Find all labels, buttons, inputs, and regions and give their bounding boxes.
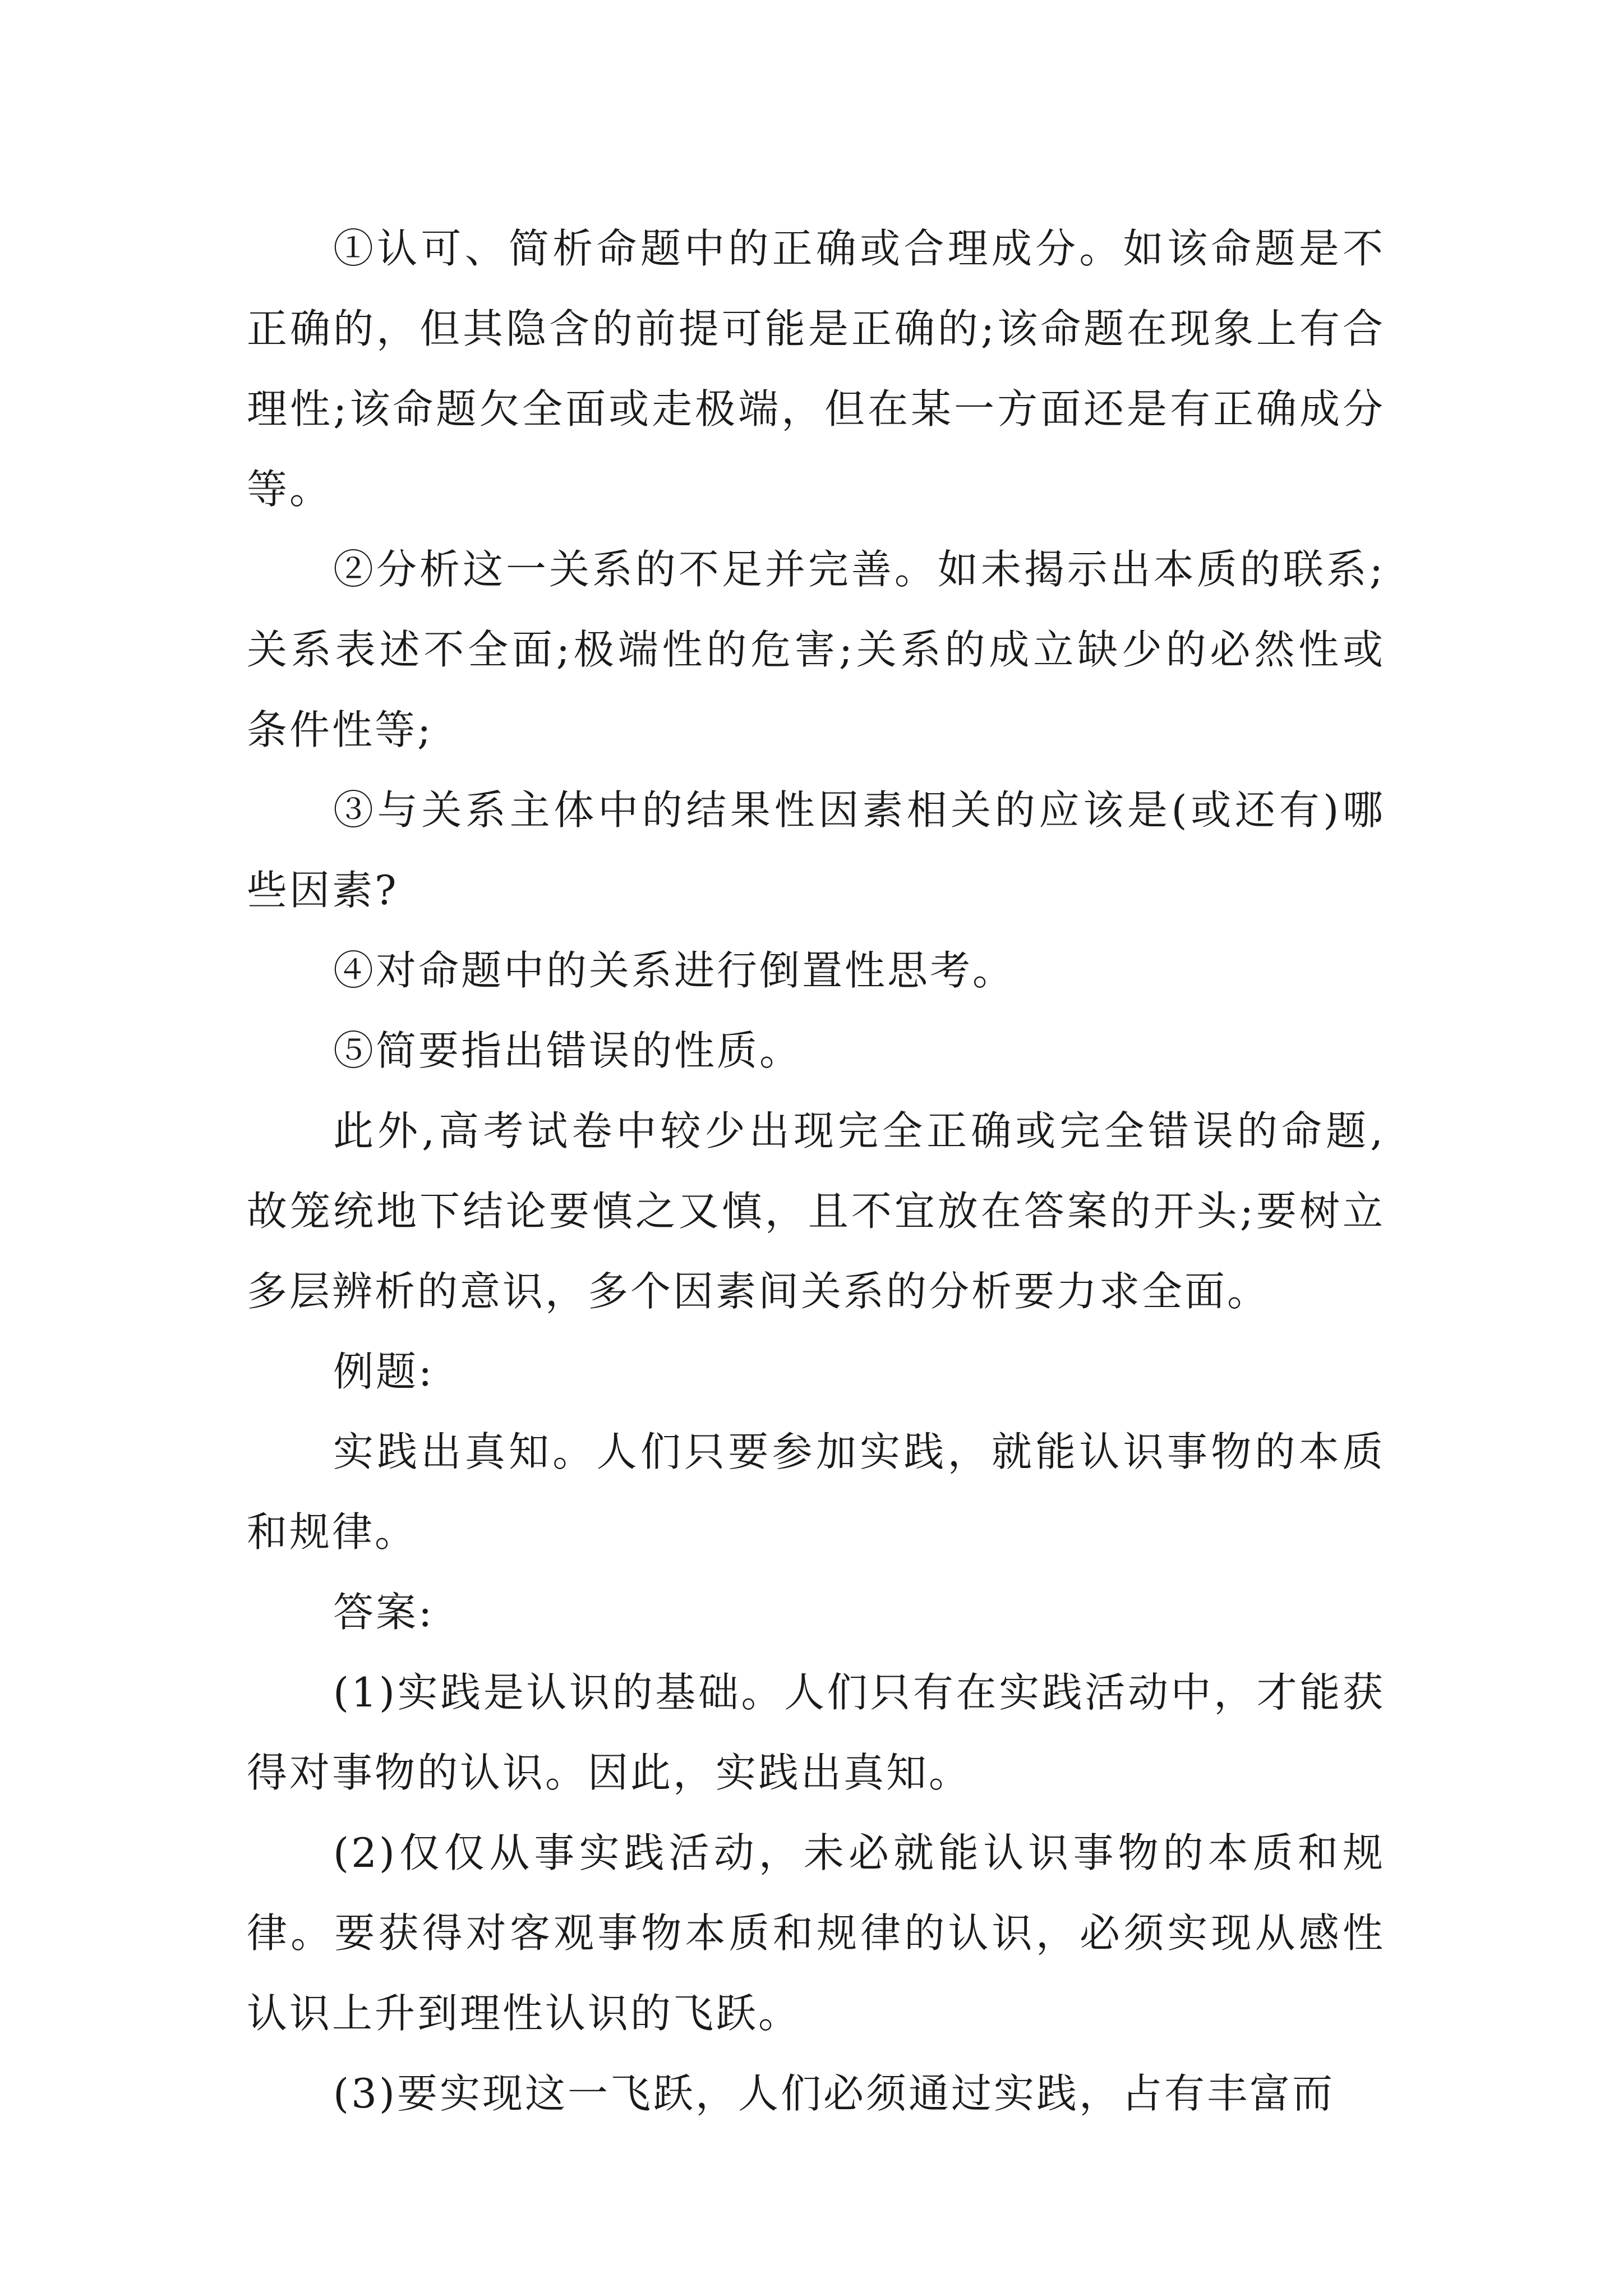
answer-point-2: (2)仅仅从事实践活动，未必就能认识事物的本质和规律。要获得对客观事物本质和规律的认识，必须实现从感性认识上升到理性认识的飞跃。 bbox=[247, 1829, 1385, 2037]
answer-point-1: (1)实践是认识的基础。人们只有在实践活动中，才能获得对事物的认识。因此，实践出真知。 bbox=[247, 1669, 1385, 1796]
example-statement: 实践出真知。人们只要参加实践，就能认识事物的本质和规律。 bbox=[247, 1428, 1385, 1556]
example-heading: 例题: bbox=[333, 1348, 435, 1395]
paragraph-point-5: ⑤简要指出错误的性质。 bbox=[333, 1027, 803, 1074]
paragraph-point-4: ④对命题中的关系进行倒置性思考。 bbox=[333, 947, 1016, 994]
answer-heading: 答案: bbox=[333, 1589, 435, 1636]
paragraph-additional-note: 此外,高考试卷中较少出现完全正确或完全错误的命题,故笼统地下结论要慎之又慎，且不宜放在答案的开头;要树立多层辨析的意识，多个因素间关系的分析要力求全面。 bbox=[247, 1107, 1385, 1315]
paragraph-point-3: ③与关系主体中的结果性因素相关的应该是(或还有)哪些因素? bbox=[247, 786, 1385, 914]
document-body bbox=[247, 209, 1385, 2134]
paragraph-point-2: ②分析这一关系的不足并完善。如未揭示出本质的联系;关系表述不全面;极端性的危害;关系的成立缺少的必然性或条件性等; bbox=[247, 546, 1385, 753]
answer-point-3: (3)要实现这一飞跃，人们必须通过实践，占有丰富而 bbox=[333, 2070, 1335, 2117]
paragraph-point-1: ①认可、简析命题中的正确或合理成分。如该命题是不正确的，但其隐含的前提可能是正确的;该命题在现象上有合理性;该命题欠全面或走极端，但在某一方面还是有正确成分等。 bbox=[247, 225, 1385, 513]
